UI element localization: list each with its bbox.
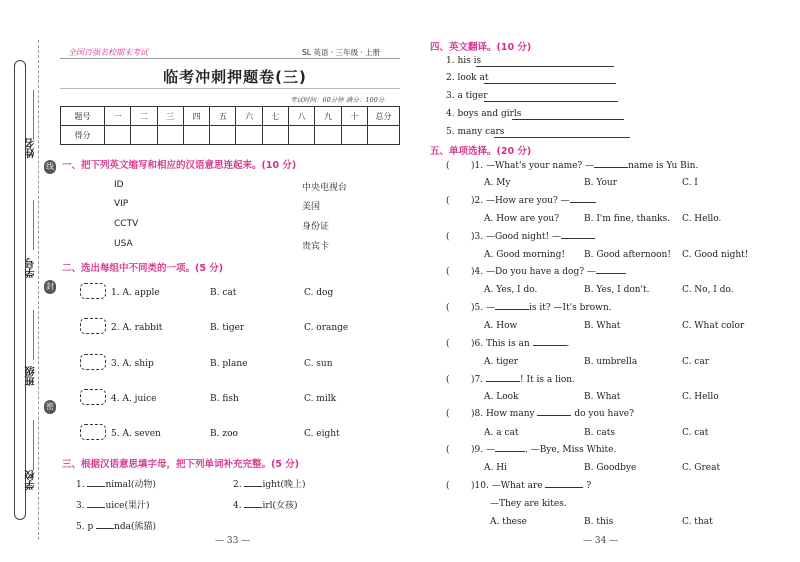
mc-question <box>471 303 611 313</box>
mc-option-c[interactable]: C. I <box>682 178 698 188</box>
mc-stem-end: . —Bye, Miss White. <box>524 445 617 455</box>
score-cell: 五 <box>210 107 236 126</box>
option-a: 2. A. rabbit <box>111 323 163 333</box>
mc-option-a[interactable]: A. a cat <box>484 428 519 438</box>
mc-option-b[interactable]: B. Good afternoon! <box>584 250 671 260</box>
section2-title: 二、选出每组中不同类的一项。(5 分) <box>62 263 224 274</box>
mc-stem: 3. —Good night! — <box>474 232 561 242</box>
book-label: SL 英语 · 三年级 · 上册 <box>302 48 381 57</box>
mc-paren-open: ( <box>446 161 450 171</box>
meaning-item[interactable]: 身份证 <box>302 222 330 232</box>
mc-option-b[interactable]: B. Your <box>584 178 618 188</box>
mc-paren-open: ( <box>446 339 450 349</box>
mc-paren-open: ( <box>446 303 450 313</box>
name-label: 姓名 <box>26 138 37 158</box>
mc-option-c[interactable]: C. Great <box>682 463 721 473</box>
mc-paren-open: ( <box>446 409 450 419</box>
class-underline <box>33 310 34 360</box>
section5-title: 五、单项选择。(20 分) <box>430 146 532 157</box>
mc-option-b[interactable]: B. this <box>584 517 614 527</box>
mc-paren-open: ( <box>446 196 450 206</box>
option-c: C. orange <box>304 323 349 333</box>
mc-paren-close: ) <box>471 267 475 277</box>
mc-stem: 9. — <box>474 445 495 455</box>
seal-mark-xian: 线 <box>44 160 56 174</box>
answer-box[interactable] <box>80 389 106 405</box>
mc-stem: 1. —What's your name? — <box>474 161 595 171</box>
score-cell: 三 <box>157 107 183 126</box>
mc-blank[interactable] <box>486 381 520 382</box>
translate-item: 3. a tiger <box>446 91 488 101</box>
mc-blank[interactable] <box>570 202 596 203</box>
mc-option-a[interactable]: A. tiger <box>484 357 519 367</box>
score-input-cell[interactable] <box>236 126 262 145</box>
option-a: 3. A. ship <box>111 359 154 369</box>
score-cell: 一 <box>105 107 131 126</box>
fill-num: 1. <box>76 480 85 490</box>
translate-item: 1. his is <box>446 56 482 66</box>
option-c: C. milk <box>304 394 337 404</box>
score-row-label: 得分 <box>61 126 105 145</box>
translate-item: 2. look at <box>446 73 489 83</box>
fill-item-5 <box>76 519 156 532</box>
score-cell: 总分 <box>368 107 400 126</box>
binding-dashed-line <box>38 40 39 540</box>
page-title: 临考冲刺押题卷(三) <box>163 68 307 86</box>
mc-question <box>471 232 595 242</box>
score-input-cell[interactable] <box>262 126 288 145</box>
mc-option-c[interactable]: C. car <box>682 357 709 367</box>
mc-stem: 4. —Do you have a dog? — <box>474 267 596 277</box>
exam-info: 考试时间：60分钟 满分：100分 <box>290 96 385 104</box>
score-cell: 二 <box>131 107 157 126</box>
abbr-item[interactable]: CCTV <box>114 219 139 229</box>
mc-paren-open: ( <box>446 445 450 455</box>
score-cell: 十 <box>341 107 367 126</box>
option-b: B. plane <box>210 359 248 369</box>
mc-blank[interactable] <box>561 238 595 239</box>
mc-question <box>471 161 698 171</box>
mc-option-a[interactable]: A. My <box>484 178 511 188</box>
fill-item-3 <box>76 498 150 511</box>
score-table <box>60 106 400 145</box>
mc-paren-close: ) <box>471 339 475 349</box>
mc-question <box>471 196 596 206</box>
answer-box[interactable] <box>80 318 106 334</box>
seal-mark-feng: 封 <box>44 280 56 294</box>
mc-stem-end: do you have? <box>574 409 634 419</box>
class-label: 班级 <box>26 366 37 386</box>
section4-title: 四、英文翻译。(10 分) <box>430 42 532 53</box>
meaning-item[interactable]: 美国 <box>302 202 321 212</box>
mc-question <box>471 445 616 455</box>
mc-stem: 5. — <box>474 303 495 313</box>
mc-paren-close: ) <box>471 375 475 385</box>
fill-blank[interactable] <box>244 507 262 508</box>
option-b: B. zoo <box>210 429 238 439</box>
mc-option-c[interactable]: C. Hello. <box>682 214 722 224</box>
mc-paren-close: ) <box>471 445 475 455</box>
option-c: C. dog <box>304 288 334 298</box>
fill-blank[interactable] <box>96 528 114 529</box>
section1-title: 一、把下列英文缩写和相应的汉语意思连起来。(10 分) <box>62 160 297 171</box>
translate-item: 5. many cars <box>446 127 505 137</box>
mc-option-c[interactable]: C. Good night! <box>682 250 749 260</box>
mc-paren-close: ) <box>471 161 475 171</box>
title-rule <box>60 88 400 89</box>
answer-box[interactable] <box>80 283 106 299</box>
mc-option-b[interactable]: B. umbrella <box>584 357 638 367</box>
score-cell: 七 <box>262 107 288 126</box>
answer-box[interactable] <box>80 354 106 370</box>
mc-option-b[interactable]: B. What <box>584 392 621 402</box>
abbr-item[interactable]: USA <box>114 239 133 249</box>
meaning-item[interactable]: 中央电视台 <box>302 183 348 193</box>
binding-bar <box>14 60 26 520</box>
score-input-cell[interactable] <box>131 126 157 145</box>
mc-option-c[interactable]: C. cat <box>682 428 709 438</box>
mc-option-b[interactable]: B. Goodbye <box>584 463 637 473</box>
mc-option-a[interactable]: A. Yes, I do. <box>484 285 538 295</box>
score-input-cell[interactable] <box>289 126 315 145</box>
mc-blank[interactable] <box>545 487 583 488</box>
id-label: 学号 <box>26 258 37 278</box>
mc-paren-close: ) <box>471 196 475 206</box>
option-c: C. eight <box>304 429 340 439</box>
score-cell: 六 <box>236 107 262 126</box>
mc-option-a[interactable]: A. Look <box>484 392 519 402</box>
option-b: B. cat <box>210 288 237 298</box>
score-table-header-row <box>61 107 400 126</box>
binding-margin <box>0 0 58 562</box>
abbr-item[interactable]: ID <box>114 180 124 190</box>
fill-num: 2. <box>233 480 242 490</box>
score-cell: 八 <box>289 107 315 126</box>
mc-question <box>471 409 634 419</box>
option-a: 5. A. seven <box>111 429 161 439</box>
mc-option-a[interactable]: A. Good morning! <box>484 250 565 260</box>
meaning-item[interactable]: 贵宾卡 <box>302 242 330 252</box>
fill-text: nda(熊猫) <box>114 522 157 532</box>
mc-stem-end: name is Yu Bin. <box>628 161 699 171</box>
mc-option-a[interactable]: A. How <box>484 321 518 331</box>
mc-question <box>471 481 591 491</box>
fill-blank[interactable] <box>87 486 105 487</box>
mc-blank[interactable] <box>533 345 567 346</box>
score-input-cell[interactable] <box>157 126 183 145</box>
option-b: B. fish <box>210 394 239 404</box>
name-underline <box>33 90 34 140</box>
mc-paren-close: ) <box>471 232 475 242</box>
translate-answer-line[interactable] <box>476 66 614 67</box>
mc-blank[interactable] <box>596 273 626 274</box>
fill-num: 3. <box>76 501 85 511</box>
score-input-cell[interactable] <box>315 126 341 145</box>
mc-stem-end: ! It is a lion. <box>519 375 575 385</box>
mc-option-b[interactable]: B. I'm fine, thanks. <box>584 214 671 224</box>
score-table-score-row <box>61 126 400 145</box>
mc-stem: 8. How many <box>474 409 535 419</box>
fill-num: 5. p <box>76 522 94 532</box>
mc-stem: 10. —What are <box>474 481 543 491</box>
option-b: B. tiger <box>210 323 245 333</box>
school-label: 学校 <box>26 470 37 490</box>
fill-num: 4. <box>233 501 242 511</box>
fill-item-2 <box>233 477 306 490</box>
mc-option-b[interactable]: B. cats <box>584 428 615 438</box>
mc-stem: 6. This is an <box>474 339 530 349</box>
mc-option-c[interactable]: C. What color <box>682 321 745 331</box>
section3-title: 三、根据汉语意思填字母，把下列单词补充完整。(5 分) <box>62 459 300 470</box>
mc-option-b[interactable]: B. What <box>584 321 621 331</box>
fill-item-4 <box>233 498 298 511</box>
fill-blank[interactable] <box>87 507 105 508</box>
mc-blank[interactable] <box>537 415 571 416</box>
score-input-cell[interactable] <box>368 126 400 145</box>
mc-paren-open: ( <box>446 481 450 491</box>
option-c: C. sun <box>304 359 333 369</box>
fill-text: irl(女孩) <box>262 501 298 511</box>
mc-question <box>471 339 569 349</box>
mc-paren-close: ) <box>471 409 475 419</box>
mc-option-a[interactable]: A. these <box>490 517 527 527</box>
abbr-item[interactable]: VIP <box>114 199 129 209</box>
mc-blank[interactable] <box>594 167 628 168</box>
fill-text: uice(果汁) <box>105 501 150 511</box>
mc-option-b[interactable]: B. Yes, I don't. <box>584 285 650 295</box>
mc-paren-close: ) <box>471 303 475 313</box>
fill-text: ight(晚上) <box>262 480 306 490</box>
fill-blank[interactable] <box>244 486 262 487</box>
mc-dialog-line: —They are kites. <box>490 499 567 509</box>
translate-answer-line[interactable] <box>494 137 630 138</box>
mc-blank[interactable] <box>495 309 529 310</box>
fill-item-1 <box>76 477 156 490</box>
id-underline <box>33 200 34 250</box>
translate-answer-line[interactable] <box>484 101 618 102</box>
option-a: 1. A. apple <box>111 288 160 298</box>
mc-stem-end: . <box>566 339 570 349</box>
fill-text: nimal(动物) <box>105 480 156 490</box>
page-number-left: — 33 — <box>215 536 251 546</box>
translate-answer-line[interactable] <box>512 119 624 120</box>
mc-stem: 7. <box>474 375 484 385</box>
mc-blank[interactable] <box>495 451 525 452</box>
mc-option-a[interactable]: A. Hi <box>484 463 507 473</box>
school-banner: 全国百强名校期末考试 <box>68 48 148 57</box>
score-input-cell[interactable] <box>341 126 367 145</box>
score-cell: 四 <box>183 107 209 126</box>
answer-box[interactable] <box>80 424 106 440</box>
header-rule <box>60 58 400 59</box>
mc-paren-open: ( <box>446 375 450 385</box>
mc-stem-end: is it? —It's brown. <box>528 303 612 313</box>
mc-paren-open: ( <box>446 232 450 242</box>
score-cell: 题号 <box>61 107 105 126</box>
mc-stem: 2. —How are you? — <box>474 196 570 206</box>
score-input-cell[interactable] <box>183 126 209 145</box>
mc-question <box>471 375 575 385</box>
score-cell: 九 <box>315 107 341 126</box>
mc-stem-end: ? <box>586 481 592 491</box>
score-input-cell[interactable] <box>105 126 131 145</box>
mc-paren-close: ) <box>471 481 475 491</box>
score-input-cell[interactable] <box>210 126 236 145</box>
mc-option-c[interactable]: C. that <box>682 517 713 527</box>
option-a: 4. A. juice <box>111 394 157 404</box>
translate-answer-line[interactable] <box>484 83 616 84</box>
translate-item: 4. boys and girls <box>446 109 522 119</box>
mc-question <box>471 267 626 277</box>
school-underline <box>33 420 34 470</box>
page-number-right: — 34 — <box>583 536 619 546</box>
mc-paren-open: ( <box>446 267 450 277</box>
mc-option-a[interactable]: A. How are you? <box>484 214 560 224</box>
seal-mark-mi: 密 <box>44 400 56 414</box>
mc-option-c[interactable]: C. No, I do. <box>682 285 734 295</box>
mc-option-c[interactable]: C. Hello <box>682 392 719 402</box>
